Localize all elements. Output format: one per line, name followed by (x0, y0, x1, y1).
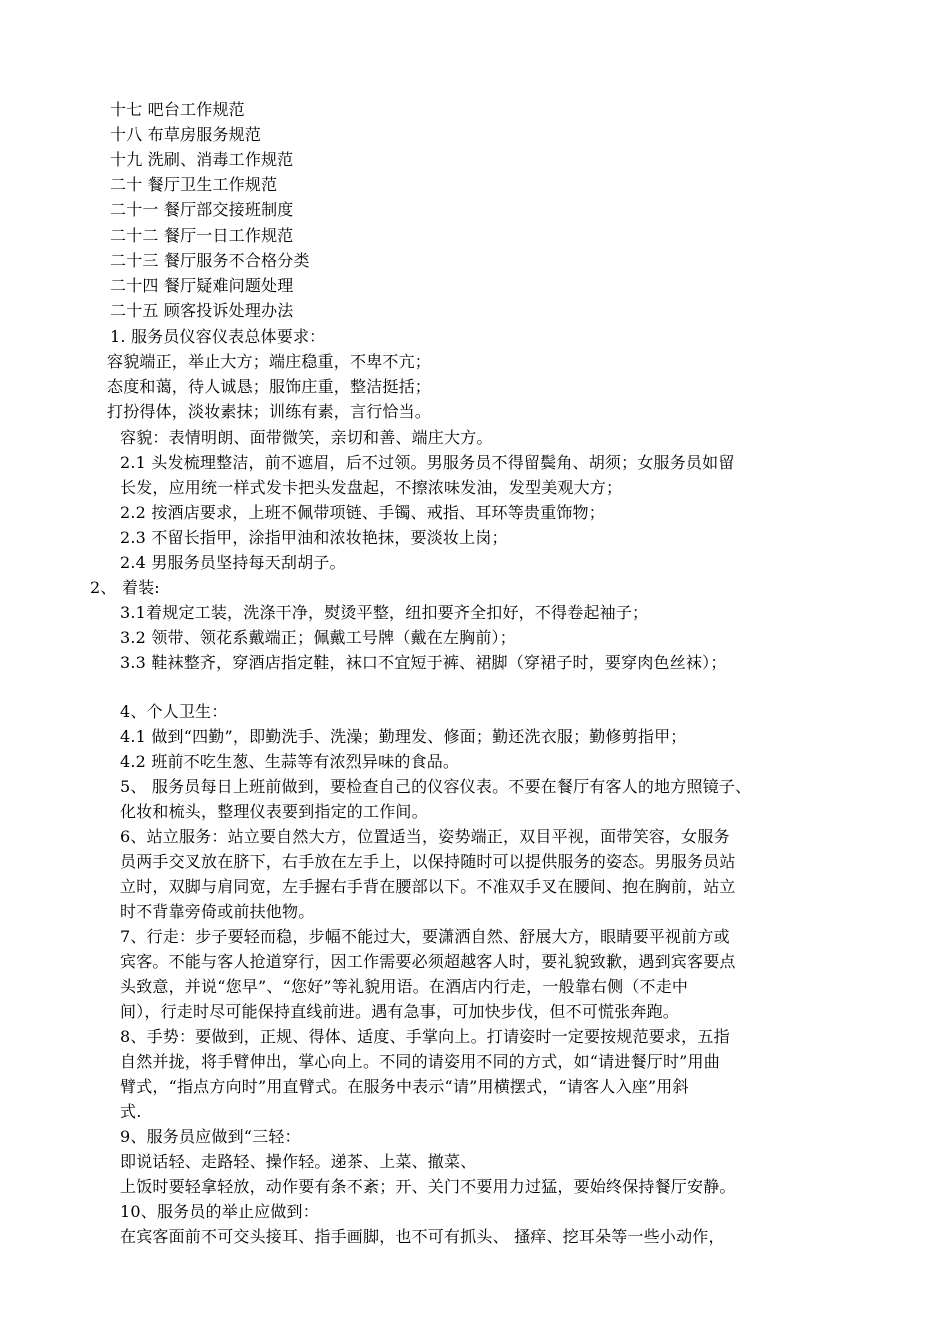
text-line: 2.4 男服务员坚持每天刮胡子。 (120, 553, 346, 572)
text-line: 3.1着规定工装，洗涤干净，熨烫平整，纽扣要齐全扣好，不得卷起袖子； (120, 603, 649, 622)
text-line: 容貌端正，举止大方；端庄稳重，不卑不亢； (107, 352, 432, 371)
text-line: 长发，应用统一样式发卡把头发盘起，不擦浓味发油，发型美观大方； (120, 478, 623, 497)
text-line: 2.2 按酒店要求，上班不佩带项链、手镯、戒指、耳环等贵重饰物； (120, 503, 605, 522)
text-line: 2.3 不留长指甲，涂指甲油和浓妆艳抹，要淡妆上岗； (120, 528, 508, 547)
text-line: 十七 吧台工作规范 (110, 100, 245, 119)
text-line: 容貌：表情明朗、面带微笑，亲切和善、端庄大方。 (120, 428, 493, 447)
text-line: 二十一 餐厅部交接班制度 (110, 200, 294, 219)
text-line: 4.2 班前不吃生葱、生蒜等有浓烈异味的食品。 (120, 752, 460, 771)
text-line: 4.1 做到“四勤”，即勤洗手、洗澡；勤理发、修面；勤还洗衣服；勤修剪指甲； (120, 727, 687, 746)
text-line: 头致意，并说“您早”、“您好”等礼貌用语。在酒店内行走，一般靠右侧（不走中 (120, 977, 689, 996)
text-line: 员两手交叉放在脐下，右手放在左手上，以保持随时可以提供服务的姿态。男服务员站 (120, 852, 736, 871)
section-heading: 1. 服务员仪容仪表总体要求： (110, 327, 326, 346)
text-line: 7、行走：步子要轻而稳，步幅不能过大，要潇洒自然、舒展大方，眼睛要平视前方或 (120, 927, 730, 946)
text-line: 即说话轻、走路轻、操作轻。递茶、上菜、撤菜、 (120, 1152, 477, 1171)
text-line: 十九 洗刷、消毒工作规范 (110, 150, 294, 169)
text-line: 态度和蔼，待人诚恳；服饰庄重，整洁挺括； (107, 377, 432, 396)
text-line: 10、服务员的举止应做到： (120, 1202, 319, 1221)
text-line: 十八 布草房服务规范 (110, 125, 262, 144)
text-line: 3.3 鞋袜整齐，穿酒店指定鞋，袜口不宜短于裤、裙脚（穿裙子时，要穿肉色丝袜）； (120, 653, 727, 672)
section-heading: 2、 着装: (90, 578, 160, 597)
text-line: 自然并拢，将手臂伸出，掌心向上。不同的请姿用不同的方式，如“请进餐厅时”用曲 (120, 1052, 720, 1071)
text-line: 化妆和梳头，整理仪表要到指定的工作间。 (120, 802, 428, 821)
text-line: 2.1 头发梳理整洁，前不遮眉，后不过领。男服务员不得留鬓角、胡须；女服务员如留 (120, 453, 735, 472)
text-line: 臂式，“指点方向时”用直臂式。在服务中表示“请”用横摆式，“请客人入座”用斜 (120, 1077, 689, 1096)
text-line: 3.2 领带、领花系戴端正；佩戴工号牌（戴在左胸前）； (120, 628, 516, 647)
text-line: 在宾客面前不可交头接耳、指手画脚，也不可有抓头、 搔痒、挖耳朵等一些小动作， (120, 1227, 725, 1246)
text-line: 式. (120, 1102, 142, 1121)
text-line: 间），行走时尽可能保持直线前进。遇有急事，可加快步伐，但不可慌张奔跑。 (120, 1002, 680, 1021)
text-line: 立时，双脚与肩同宽，左手握右手背在腰部以下。不准双手叉在腰间、抱在胸前，站立 (120, 877, 736, 896)
text-line: 二十四 餐厅疑难问题处理 (110, 276, 294, 295)
text-line: 上饭时要轻拿轻放，动作要有条不紊；开、关门不要用力过猛，要始终保持餐厅安静。 (120, 1177, 736, 1196)
text-line: 时不背靠旁倚或前扶他物。 (120, 902, 315, 921)
text-line: 二十五 顾客投诉处理办法 (110, 301, 294, 320)
text-line: 宾客。不能与客人抢道穿行，因工作需要必须超越客人时，要礼貌致歉，遇到宾客要点 (120, 952, 736, 971)
section-heading: 4、个人卫生： (120, 702, 228, 721)
text-line: 8、手势：要做到，正规、得体、适度、手掌向上。打请姿时一定要按规范要求，五指 (120, 1027, 730, 1046)
text-line: 二十三 餐厅服务不合格分类 (110, 251, 310, 270)
text-line: 打扮得体，淡妆素抹；训练有素，言行恰当。 (107, 402, 432, 421)
text-line: 6、站立服务：站立要自然大方，位置适当，姿势端正，双目平视，面带笑容，女服务 (120, 827, 730, 846)
text-line: 9、服务员应做到“三轻： (120, 1127, 301, 1146)
text-line: 二十 餐厅卫生工作规范 (110, 175, 278, 194)
text-line: 5、 服务员每日上班前做到，要检查自己的仪容仪表。不要在餐厅有客人的地方照镜子、 (120, 777, 752, 796)
text-line: 二十二 餐厅一日工作规范 (110, 226, 294, 245)
